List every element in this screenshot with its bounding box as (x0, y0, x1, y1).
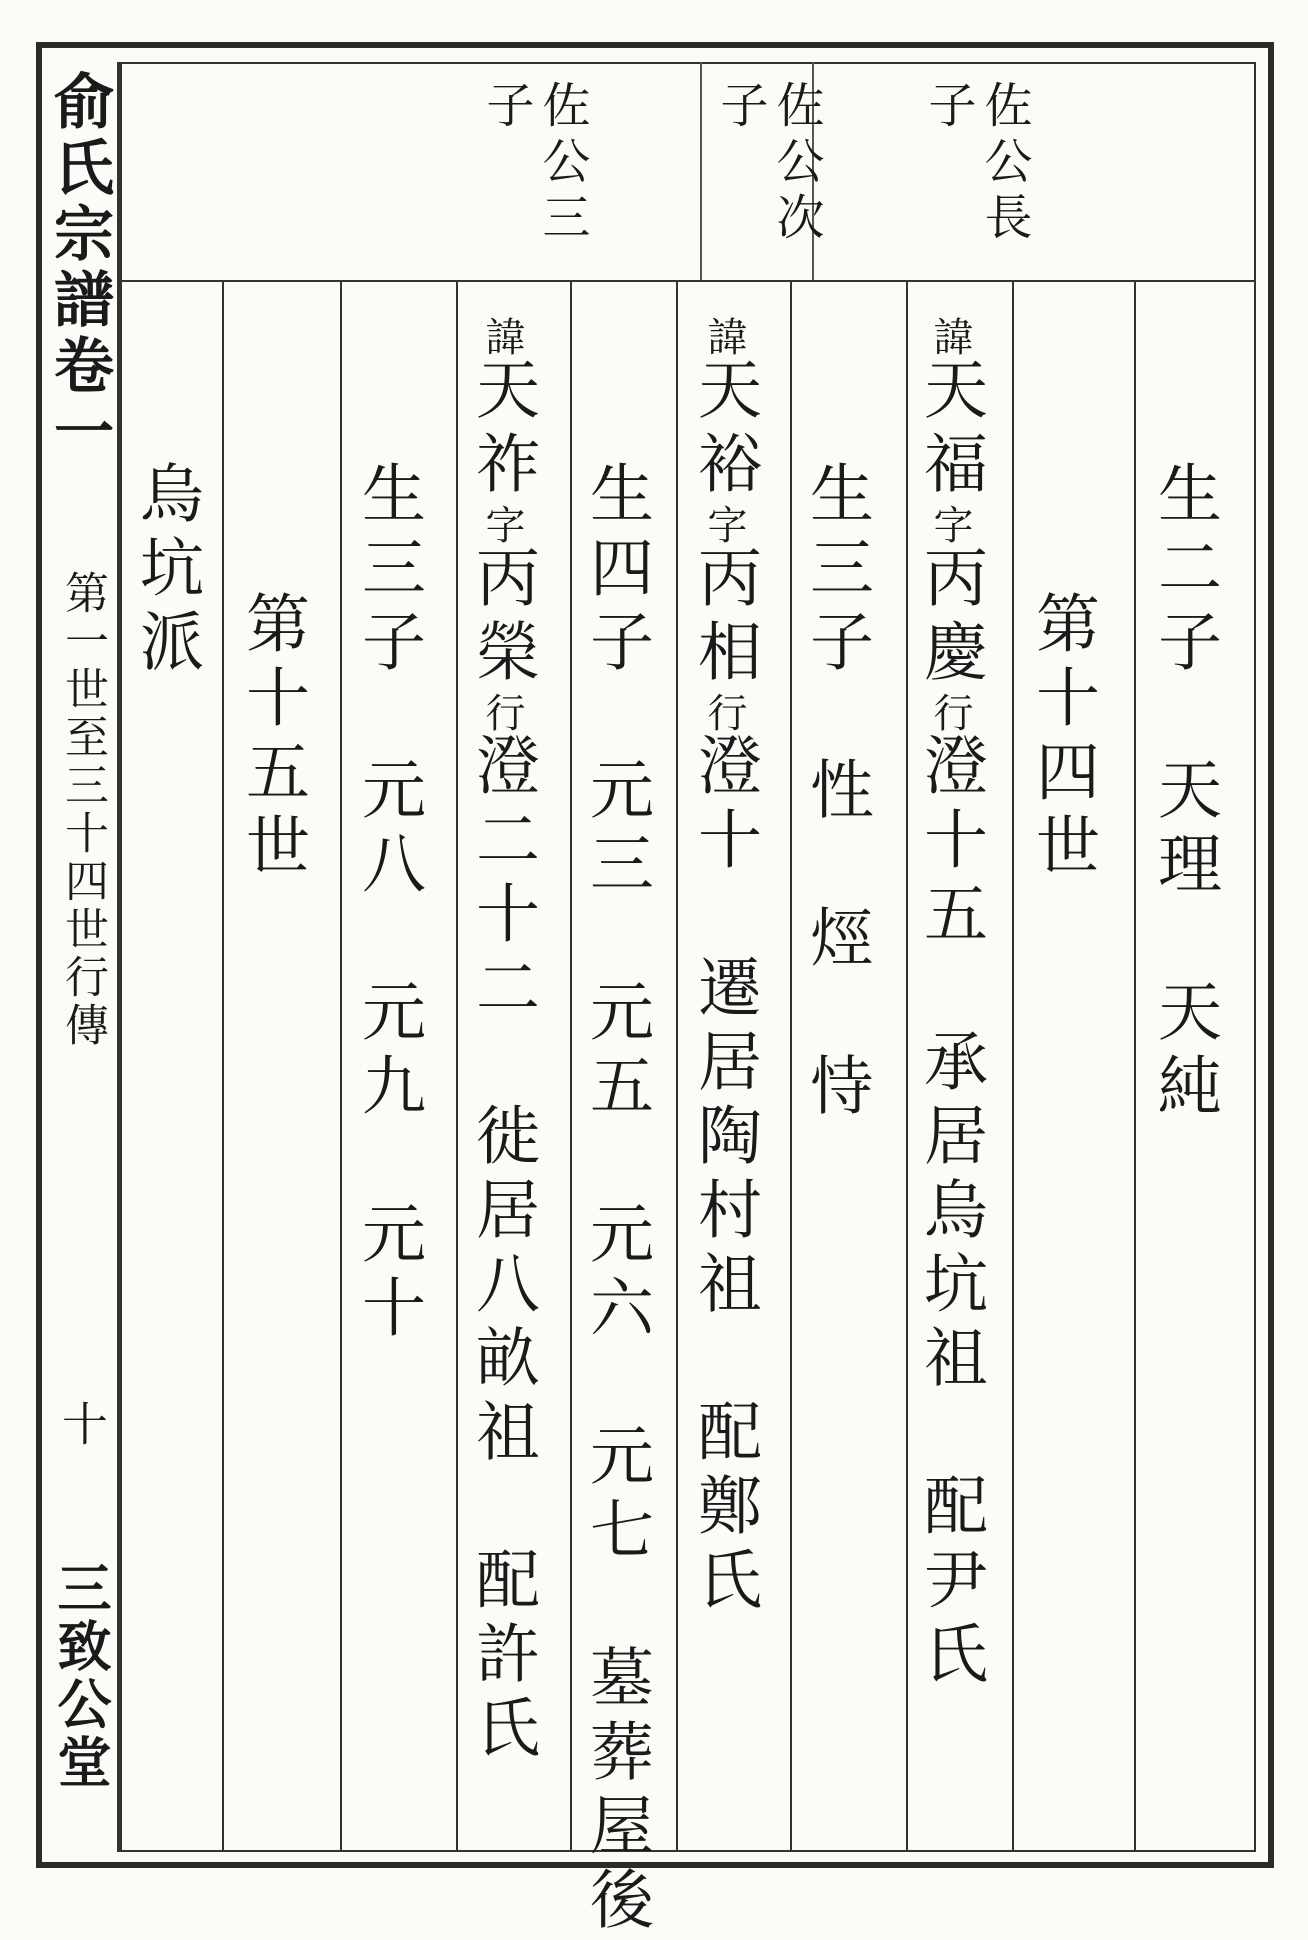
given-name: 天裕 (687, 356, 761, 504)
book-title: 俞氏宗譜卷一 (44, 70, 114, 466)
top-entry-1-line2: 子 (920, 80, 976, 136)
entry-tianzuo (465, 316, 539, 1768)
column-rule (1012, 280, 1014, 1852)
given-name: 天祚 (465, 356, 539, 504)
column-rule (222, 280, 224, 1852)
courtesy-label: 字 (701, 504, 747, 544)
column-sons-of-wu: 生二子 天理 天純 (1147, 460, 1221, 1126)
entry-details: 澄十 遷居陶村祖 配鄭氏 (687, 732, 761, 1620)
courtesy-name: 丙慶 (913, 544, 987, 692)
rank-label: 行 (927, 692, 973, 732)
column-rule (906, 280, 908, 1852)
header-band-divider (120, 280, 1256, 282)
generation-heading-15: 第十五世 (235, 590, 309, 886)
rank-label: 行 (701, 692, 747, 732)
generation-heading-14: 第十四世 (1025, 590, 1099, 886)
top-entry-2-line1: 佐公次 (768, 80, 824, 248)
column-rule (1134, 280, 1136, 1852)
top-entry-2-line2: 子 (712, 80, 768, 136)
column-rule (570, 280, 572, 1852)
top-entry-1-line1: 佐公長 (976, 80, 1032, 248)
courtesy-label: 字 (479, 504, 525, 544)
hall-name: 三致公堂 (49, 1560, 113, 1792)
column-sons-of-tianfu: 生三子 性 烴 恃 (799, 460, 873, 1126)
given-name: 天福 (913, 356, 987, 504)
rank-label: 行 (479, 692, 525, 732)
column-sons-of-tianzuo: 生三子 元八 元九 元十 (351, 460, 425, 1348)
column-rule (790, 280, 792, 1852)
taboo-label: 諱 (479, 316, 525, 356)
entry-details: 澄二十二 徙居八畝祖 配許氏 (465, 732, 539, 1768)
branch-heading-wukeng: 烏坑派 (129, 460, 203, 682)
column-rule (340, 280, 342, 1852)
column-rule (456, 280, 458, 1852)
courtesy-label: 字 (927, 504, 973, 544)
top-entry-3-line1: 佐公三 (534, 80, 590, 248)
top-band-divider (700, 62, 702, 280)
page-number: 十 (55, 1400, 109, 1446)
taboo-label: 諱 (701, 316, 747, 356)
entry-tianyu (687, 316, 761, 1620)
column-sons-of-tianyu: 生四子 元三 元五 元六 元七 墓葬屋後 (579, 460, 653, 1940)
top-entry-3 (478, 80, 590, 280)
column-rule (676, 280, 678, 1852)
entry-details: 澄十五 承居烏坑祖 配尹氏 (913, 732, 987, 1694)
courtesy-name: 丙榮 (465, 544, 539, 692)
chapter-heading: 第一世至三十四世行傳 (57, 570, 108, 1050)
courtesy-name: 丙相 (687, 544, 761, 692)
top-entry-3-line2: 子 (478, 80, 534, 136)
taboo-label: 諱 (927, 316, 973, 356)
entry-tianfu (913, 316, 987, 1694)
top-entry-2 (712, 80, 824, 280)
top-entry-1 (920, 80, 1032, 280)
